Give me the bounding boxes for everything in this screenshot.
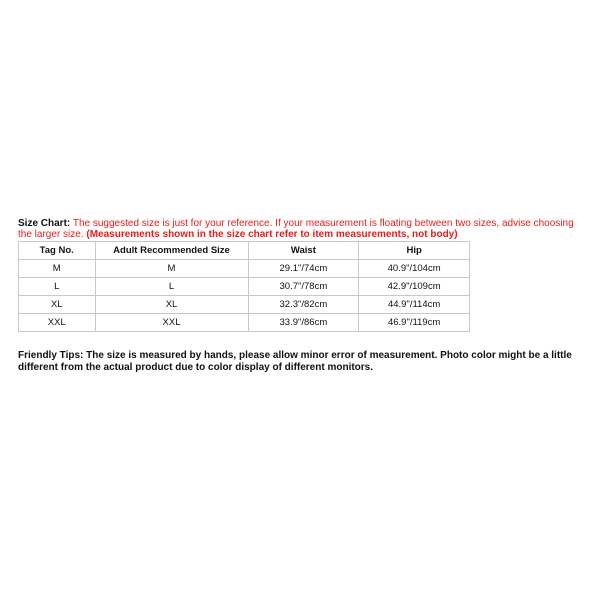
cell-hip: 46.9"/119cm bbox=[359, 314, 470, 332]
table-row bbox=[19, 260, 470, 278]
cell-tag-no: XL bbox=[19, 296, 96, 314]
size-chart-label: Size Chart: bbox=[18, 218, 71, 229]
size-chart-note: The suggested size is just for your reference. If your measurement is floating between two sizes, advise choosing the larger size. bbox=[18, 218, 574, 240]
cell-recommended-size: L bbox=[95, 278, 248, 296]
size-chart-emphasis: (Measurements shown in the size chart refer to item measurements, not body) bbox=[86, 229, 458, 240]
cell-waist: 29.1"/74cm bbox=[248, 260, 359, 278]
header-waist: Waist bbox=[248, 242, 359, 260]
cell-tag-no: L bbox=[19, 278, 96, 296]
friendly-tips: Friendly Tips: The size is measured by hands, please allow minor error of measurement. Photo color might be a little different from the actual product due to color display of different monitors. bbox=[18, 350, 572, 373]
cell-hip: 40.9"/104cm bbox=[359, 260, 470, 278]
header-adult-recommended-size: Adult Recommended Size bbox=[95, 242, 248, 260]
size-chart-intro bbox=[18, 218, 584, 240]
size-chart-table bbox=[18, 241, 470, 332]
cell-waist: 33.9"/86cm bbox=[248, 314, 359, 332]
header-hip: Hip bbox=[359, 242, 470, 260]
header-tag-no: Tag No. bbox=[19, 242, 96, 260]
table-header-row bbox=[19, 242, 470, 260]
cell-waist: 30.7"/78cm bbox=[248, 278, 359, 296]
cell-hip: 42.9"/109cm bbox=[359, 278, 470, 296]
cell-recommended-size: XL bbox=[95, 296, 248, 314]
cell-recommended-size: M bbox=[95, 260, 248, 278]
table-row bbox=[19, 278, 470, 296]
cell-tag-no: M bbox=[19, 260, 96, 278]
cell-tag-no: XXL bbox=[19, 314, 96, 332]
cell-recommended-size: XXL bbox=[95, 314, 248, 332]
table-row bbox=[19, 314, 470, 332]
table-row bbox=[19, 296, 470, 314]
cell-waist: 32.3"/82cm bbox=[248, 296, 359, 314]
cell-hip: 44.9"/114cm bbox=[359, 296, 470, 314]
